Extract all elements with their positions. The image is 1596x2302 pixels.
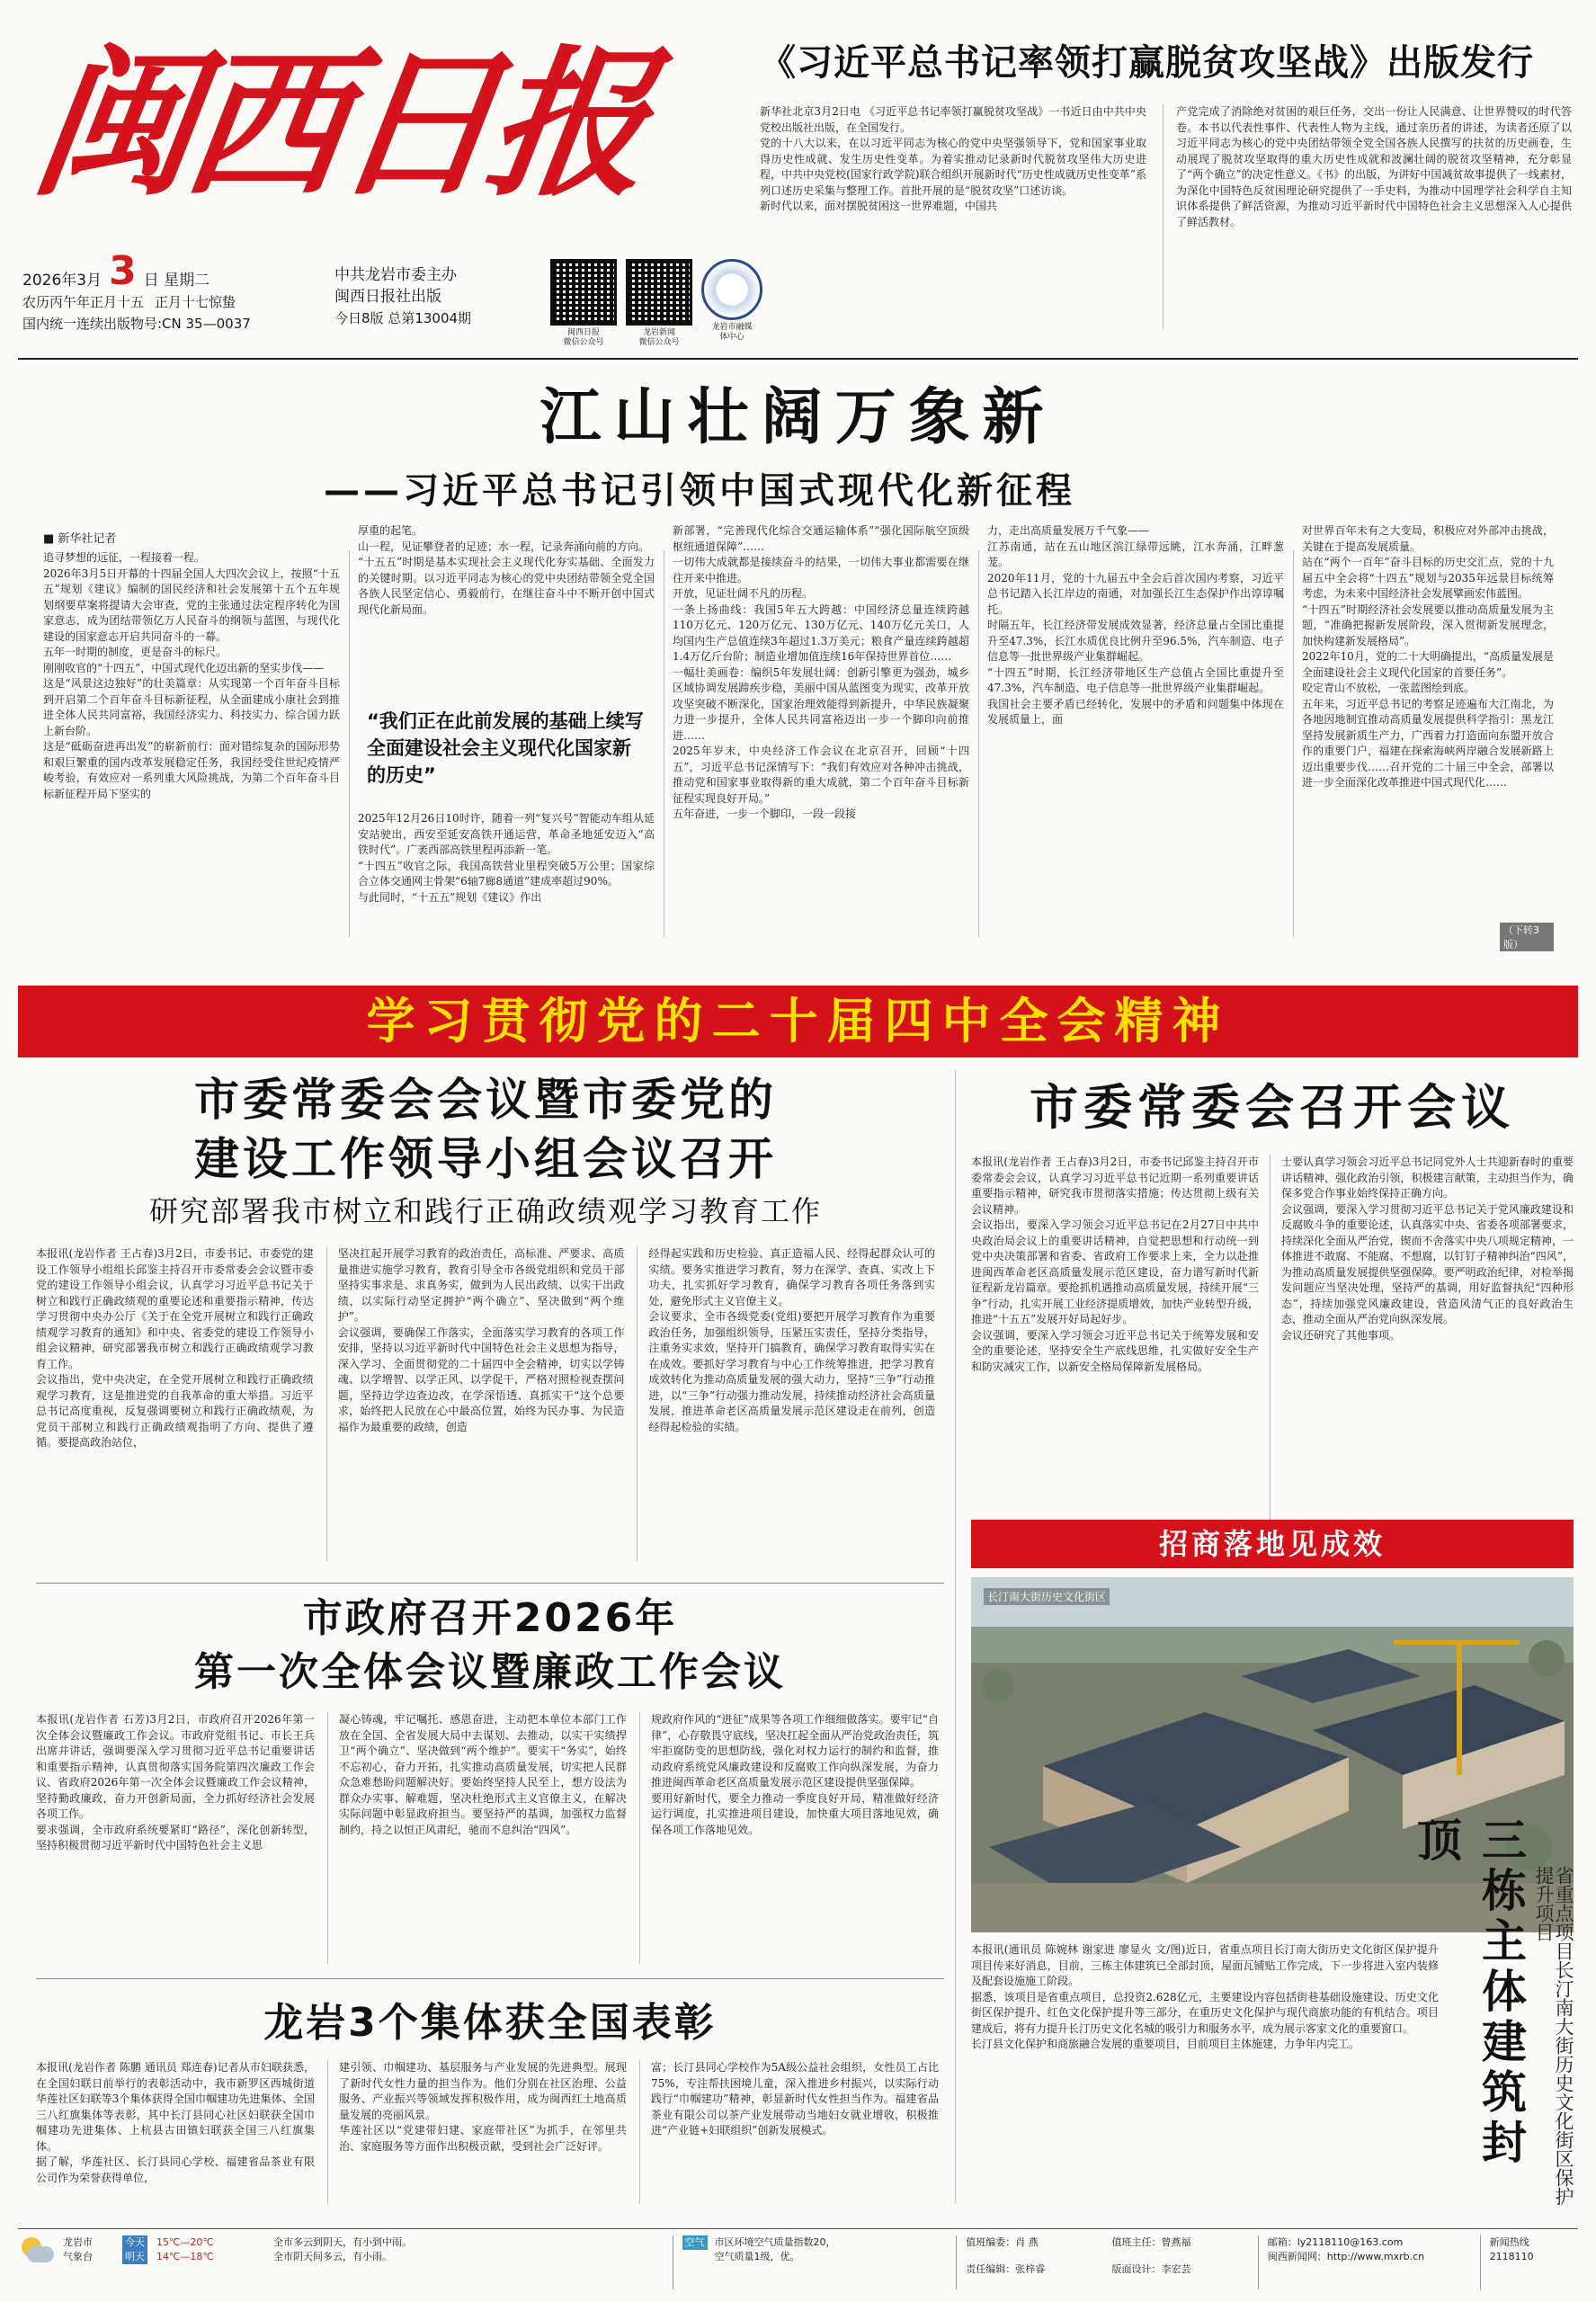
tomorrow-temp: 14℃—18℃ bbox=[156, 2251, 214, 2262]
newspaper-logo bbox=[18, 16, 654, 241]
solar-term: 正月十七惊蛰 bbox=[155, 294, 236, 310]
air-text2: 空气质量1级，优。 bbox=[714, 2251, 800, 2262]
today-temp: 15℃—20℃ bbox=[156, 2236, 214, 2248]
qr-block bbox=[550, 259, 793, 348]
lead-col2: 厚重的起笔。 山一程，见证攀登者的足迹；水一程，记录奔涌向前的方向。 “十五五”时期是基本实现社会主义现代化夯实基础、全面发力的关键时期。以习近平同志为核心的党中央团结带领全党全国各族人民坚定信心、勇毅前行，在继往奋斗中不断开创中国式现代化新局面。 bbox=[358, 524, 655, 616]
weekday: 日 星期二 bbox=[143, 272, 210, 290]
story-standing-committee bbox=[36, 1070, 935, 1583]
lead-quote: “我们正在此前发展的基础上续写全面建设社会主义现代化国家新的历史” bbox=[367, 710, 644, 786]
today-desc: 全市多云到阴天，有小到中雨。 bbox=[273, 2236, 412, 2248]
lead-title[interactable]: 江山壮阔万象新 bbox=[539, 382, 1057, 453]
feature-vertical-title[interactable]: 三栋主体建筑封顶 bbox=[1410, 1816, 1527, 2169]
story-left-col3: 经得起实践和历史检验、真正造福人民、经得起群众认可的实绩。要务实推进学习教育，努力在深学、查真、实改上下功夫，扎实抓好学习教育，确保学习教育各项任务落到实处，避免形式主义官僚主义。 会议要求，全市各级党委(党组)要把开展学习教育作为重要政治任务，加强组织领导，压紧压实责任，坚持分类指导，注重务实求效，坚持开门搞教育，确保学习教育取得实实在在成效。要抓好学习教育与中心工作统筹推进，把学习教育成效转化为推动高质量发展的强大动力，坚持“三争”行动推进，以“三争”行动强力推动发展，持续推动经济社会高质量发展，推进革命老区高质量发展示范区建设走在前列，创造经得起检验的实绩。 bbox=[637, 1246, 935, 1561]
cn-number: 国内统一连续出版物号:CN 35—0037 bbox=[22, 316, 251, 332]
story-gov-col2: 凝心铸魂，牢记嘱托、感恩奋进，主动把本单位本部门工作放在全国、全省发展大局中去谋划、去推动，以实干实绩捍卫“两个确立”、坚决做到“两个维护”。要实干“务实”，始终不忘初心，奋力开拓，扎实推动高质量发展，切实把人民群众急难愁盼问题解决好。要始终坚持人民至上，想方设法为群众办实事、解难题，坚决杜绝形式主义官僚主义，在解决实际问题中彰显政府担当。要坚持严的基调，加强权力监督制约，持之以恒正风肃纪，驰而不息纠治“四风”。 bbox=[327, 1712, 627, 1964]
story-award-title[interactable]: 龙岩3个集体获全国表彰 bbox=[263, 2000, 717, 2046]
logo-text: 闽西日报 bbox=[22, 30, 654, 218]
date-line: 2026年3月 bbox=[22, 272, 103, 290]
site-link[interactable]: 闽西新闻网：http://www.mxrb.cn bbox=[1267, 2251, 1425, 2262]
footer bbox=[18, 2235, 1578, 2289]
editor-1: 值班编委：肖 燕 bbox=[966, 2236, 1039, 2248]
publisher-line2: 闽西日报社出版 bbox=[334, 288, 441, 306]
section-banner: 学习贯彻党的二十届四中全会精神 bbox=[18, 986, 1578, 1057]
story-gov-col1: 本报讯(龙岩作者 石芳)3月2日，市政府召开2026年第一次全体会议暨廉政工作会议。市政府党组书记、市长王兵出席并讲话，强调要深入学习贯彻习近平总书记重要讲话和重要指示精神，认真贯彻落实国务院第四次廉政工作会议、省政府2026年第一次全体会议暨廉政工作会议精神，坚持勤政廉政，奋力开创新局面，全力抓好经济社会发展各项工作。 要求强调，全市政府系统要紧盯“路径”，深化创新转型，坚持积极贯彻习近平新时代中国特色社会主义思 bbox=[36, 1713, 315, 1851]
air-text1: 市区环境空气质量指数20， bbox=[714, 2236, 836, 2248]
qr-label: 龙岩市融媒 体中心 bbox=[711, 323, 753, 342]
qr-wechat[interactable] bbox=[550, 259, 617, 348]
story-award bbox=[36, 1992, 944, 2226]
editor-3: 责任编辑：张梓睿 bbox=[966, 2263, 1046, 2275]
story-award-col2: 建引领、巾帼建功、基层服务与产业发展的先进典型。展现了新时代女性力量的担当作为。他们分别在社区治理、公益服务、产业振兴等领域发挥积极作用，成为闽西红土地高质量发展的亮丽风景。 华莲社区以“党建带妇建、家庭带社区”为抓手，在邻里共治、家庭服务等方面作出积极贡献，受到社会广泛好评。 bbox=[327, 2060, 627, 2204]
lunar-date: 农历丙午年正月十五 bbox=[22, 294, 145, 310]
story-right-title[interactable]: 市委常委会召开会议 bbox=[1030, 1079, 1515, 1136]
media-seal-icon bbox=[701, 259, 762, 320]
story-left-title1[interactable]: 市委常委会会议暨市委党的 bbox=[194, 1074, 777, 1126]
feature-block bbox=[971, 1520, 1574, 2221]
lead-col4: 力，走出高质量发展万千气象—— 江苏南通，站在五山地区滨江绿带远眺，江水奔涌，江畔葱茏。 2020年11月，党的十九届五中全会后首次国内考察，习近平总书记踏入长江岸边的南通，对加强长江生态保护作出谆谆嘱托。 时隔五年，长江经济带发展成效显著，经济总量占全国比重提升至47.3%，长江水质优良比例升至96.5%，汽车制造、电子信息等一批世界级产业集群崛起。 “十四五”时期，长江经济带地区生产总值占全国比重提升至47.3%，汽车制造、电子信息等一批世界级产业集群崛起。 我国社会主要矛盾已经转化，发展中的矛盾和问题集中体现在发展质量上，面 bbox=[987, 524, 1284, 726]
footer-divider bbox=[18, 2228, 1578, 2229]
lead-col3: 新部署，“完善现代化综合交通运输体系”“强化国际航空顶级枢纽通道保障”…… 一切伟大成就都是接续奋斗的结果，一切伟大事业都需要在继往开来中推进。 开放，见证壮阔不凡的历程。 一条上扬曲线：我国5年五大跨越：中国经济总量连续跨越110万亿元、120万亿元、130万亿元、140万亿元关口，人均国内生产总值连续3年超过1.3万美元；粮食产量连续跨越超1.4万亿斤台阶；制造业增加值连续16年保持世界首位…… 一幅壮美画卷：编织5年发展壮阔：创新引擎更为强劲，城乡区域协调发展蹄疾步稳，美丽中国从蓝图变为现实，改革开放攻坚突破不断深化，国家治理效能得到新提升，中华民族凝聚力进一步提升，全体人民共同富裕迈出一步一个脚印向前推进…… 2025年岁末，中央经济工作会议在北京召开，回顾“十四五”，习近平总书记深情写下：“我们有效应对各种冲击挑战，推动党和国家事业取得新的重大成就，第二个百年奋斗目标新征程实现良好开局。” 五年奋进，一步一个脚印，一段一段接 bbox=[673, 524, 969, 820]
story-gov-title2[interactable]: 第一次全体会议暨廉政工作会议 bbox=[194, 1649, 786, 1695]
section-divider bbox=[36, 1978, 944, 1979]
air-label: 空气 bbox=[682, 2235, 708, 2250]
story-left-col2: 坚决扛起开展学习教育的政治责任，高标准、严要求、高质量推进实施学习教育，教育引导全市各级党组织和党员干部坚持实事求是、求真务实，做到为人民出政绩、以实干出政绩，以实际行动坚定拥护“两个确立”、坚决做到“两个维护”。 会议强调，要确保工作落实，全面落实学习教育的各项工作安排，坚持以习近平新时代中国特色社会主义思想为指导，深入学习、全面贯彻党的二十届四中全会精神，切实以学铸魂、以学增智、以学正风、以学促干，严格对照检视查摆问题，坚持边学边查边改，在学深悟透、真抓实干“这个总要求，始终把人民放在心中最高位置，始终为民办事、为民造福作为最重要的政绩，创造 bbox=[326, 1246, 625, 1561]
today-label: 今天 bbox=[122, 2235, 147, 2250]
feature-vertical-sub: 省重点项目长汀南大街历史文化街区保护提升项目 bbox=[1533, 1866, 1574, 2206]
feature-badge: 招商落地见成效 bbox=[971, 1520, 1574, 1568]
masthead-divider bbox=[18, 358, 1578, 360]
editor-4: 版面设计：李宏芸 bbox=[1111, 2263, 1191, 2275]
top-story bbox=[760, 36, 1578, 346]
top-story-col1: 新华社北京3月2日电 《习近平总书记率领打赢脱贫攻坚战》一书近日由中共中央党校出版社出版，在全国发行。 党的十八大以来，在以习近平同志为核心的党中央坚强领导下，党和国家事业取得历史性成就、发生历史性变革。为着实推动记录新时代脱贫攻坚伟大历史进程，中共中央党校(国家行政学院)联合组织开展新时代“历史性成就历史性变革”系列口述历史采集与整理工作。首批开展的是“脱贫攻坚”口述访谈。 新时代以来，面对摆脱贫困这一世界难题，中国共 bbox=[760, 105, 1146, 212]
feature-body: 本报讯(通讯员 陈婉林 谢家进 廖显火 文/图)近日，省重点项目长汀南大街历史文化街区保护提升项目传来好消息，目前，三栋主体建筑已全部封顶，屋面瓦铺贴工作完成，下一步将进入室内装修及配套设施施工阶段。 据悉，该项目是省重点项目，总投资2.628亿元，主要建设内容包括街巷基础设施建设、历史文化街区保护提升、红色文化保护提升等三部分，在重历史文化保护与现代商旅功能的有机结合。项目建成后，将有力提升长汀历史文化名城的吸引力和服务水平，成为展示客家文化的重要窗口。 长汀县文化保护和商旅融合发展的重要项目，目前项目主体施建，力争年内完工。 bbox=[971, 1943, 1439, 2050]
contact-block bbox=[1258, 2235, 1480, 2289]
qr-label: 龙岩新闻 微信公众号 bbox=[638, 328, 680, 347]
column-divider bbox=[955, 1070, 956, 2203]
editor-block bbox=[956, 2235, 1257, 2289]
qr-code-icon bbox=[550, 259, 617, 326]
lead-col1: 追寻梦想的远征，一程接着一程。 2026年3月5日开幕的十四届全国人大四次会议上，按照“十五五”规划《建议》编制的国民经济和社会发展第十五个五年规划纲要草案将提请大会审查，党的主张通过法定程序转化为国家意志，成为团结带领亿万人民奋斗的纲领与蓝图，与现代化建设的国家意志开启共同奋斗的一幕。 五年一时期的制度，更是奋斗的标尺。 刚刚收官的“十四五”，中国式现代化迈出新的坚实步伐—— 这是“风景这边独好”的壮美篇章：从实现第一个百年奋斗目标到开启第二个百年奋斗目标新征程，从全面建成小康社会到推进全体人民共同富裕，我国经济实力、科技实力、综合国力跃上新台阶。 这是“砥砺奋进再出发”的崭新前行：面对错综复杂的国际形势和艰巨繁重的国内改革发展稳定任务，我国经受住世纪疫情严峻考验，有效应对一系列重大风险挑战，为第二个百年奋斗目标新征程开局下坚实的 bbox=[43, 551, 340, 800]
story-right-col1: 本报讯(龙岩作者 王占春)3月2日，市委书记邱鉴主持召开市委常委会会议，认真学习习近平总书记近期一系列重要讲话重要指示精神，研究我市贯彻落实措施；传达贯彻上级有关会议精神。 会议指出，要深入学习领会习近平总书记在2月27日中共中央政治局会议上的重要讲话精神，自觉把思想和行动统一到党中央决策部署和省委、省政府工作要求上来，全力以赴推进闽西革命老区高质量发展示范区建设，奋力谱写新时代新征程新龙岩篇章。要抢抓机遇推动高质量发展，持续开展“三争”行动，扎实开展工业经济提质增效，加快产业转型升级，推进“十五五”发展开好局起好步。 会议强调，要深入学习领会习近平总书记关于统筹发展和安全的重要论述，坚持安全生产底线思维，扎实做好安全生产和防灾减灾工作，以新安全格局保障新发展格局。 bbox=[971, 1155, 1260, 1373]
hotline-block bbox=[1480, 2235, 1578, 2289]
qr-news[interactable] bbox=[626, 259, 692, 348]
qr-label: 闽西日报 微信公众号 bbox=[563, 328, 604, 347]
edition-line: 今日8版 总第13004期 bbox=[334, 310, 472, 326]
story-award-col1: 本报讯(龙岩作者 陈鹏 通讯员 郑连春)记者从市妇联获悉，在全国妇联日前举行的表彰活动中，我市新罗区西城街道华莲社区妇联等3个集体获得全国巾帼建功先进集体、全国三八红旗集体等表彰，其中长汀县同心社区妇联获全国巾帼建功先进集体、上杭县古田镇妇联获全国三八红旗集体。 据了解，华莲社区、长汀县同心学校、福建省品茶业有限公司作为荣誉获得单位， bbox=[36, 2061, 315, 2184]
hotline-number[interactable]: 2118110 bbox=[1489, 2251, 1534, 2262]
date-block bbox=[22, 248, 328, 360]
story-committee-meeting bbox=[971, 1070, 1574, 1520]
qr-media[interactable] bbox=[701, 259, 762, 348]
story-right-col2: 士要认真学习领会习近平总书记同党外人士共迎新春时的重要讲话精神，强化政治引领，积极建言献策，主动担当作为，确保多党合作事业始终保持正确方向。 会议强调，要深入学习贯彻习近平总书记关于党风廉政建设和反腐败斗争的重要论述，认真落实中央、省委各项部署要求，持续深化全面从严治党，锲而不舍落实中央八项规定精神，一体推进不敢腐、不能腐、不想腐，以钉钉子精神纠治“四风”，为推动高质量发展提供坚强保障。要严明政治纪律，对检举揭发问题应当坚决处理，坚持严的基调，用好监督执纪“四种形态”，持续加强党风廉政建设，营造风清气正的良好政治生态，推动全面从严治党向纵深发展。 会议还研究了其他事项。 bbox=[1270, 1155, 1574, 1550]
email-link[interactable]: 邮箱：ly2118110@163.com bbox=[1267, 2236, 1404, 2248]
photo-caption: 长汀南大街历史文化街区 bbox=[984, 1588, 1110, 1605]
weather-block bbox=[18, 2235, 673, 2289]
weather-city: 龙岩市 气象台 bbox=[63, 2236, 93, 2262]
weather-cloud-icon bbox=[18, 2235, 56, 2264]
story-left-col1: 本报讯(龙岩作者 王占春)3月2日，市委书记、市委党的建设工作领导小组组长邱鉴主持召开市委常委会会议暨市委党的建设工作领导小组会议，认真学习习近平总书记关于树立和践行正确政绩观的重要论述和重要指示精神，传达学习贯彻中央办公厅《关于在全党开展树立和践行正确政绩观学习教育的通知》和中央、省委党的建设工作领导小组会议精神，研究部署我市树立和践行正确政绩观学习教育工作。 会议指出，党中央决定，在全党开展树立和践行正确政绩观学习教育，这是推进党的自我革命的重大举措。习近平总书记高度重视，反复强调要树立和践行正确政绩观，为党员干部树立和践行正确政绩观指明了方向、提供了遵循。要提高政治站位， bbox=[36, 1247, 314, 1449]
story-gov-title1[interactable]: 市政府召开2026年 bbox=[302, 1595, 678, 1641]
lead-subtitle: ——习近平总书记引领中国式现代化新征程 bbox=[324, 470, 1075, 512]
tomorrow-label: 明天 bbox=[122, 2250, 147, 2264]
top-story-col2: 产党完成了消除绝对贫困的艰巨任务，交出一份让人民满意、让世界赞叹的时代答卷。本书以代表性事件、代表性人物为主线，通过亲历者的讲述，为读者还原了以习近平同志为核心的党中央团结带领全党全国各族人民撰写的扶贫的历史画卷，生动展现了脱贫攻坚取得的重大历史性成就和波澜壮阔的脱贫攻坚精神，充分彰显了“两个确立”的决定性意义。《书》的出版，为讲好中国减贫故事提供了一线素材，为深化中国特色反贫困理论研究提供了一手史料，为推动中国理学社会科学自主知识体系提供了鲜活资源，为推动习近平新时代中国特色社会主义思想深入人心提供了鲜活教材。 bbox=[1163, 104, 1572, 329]
lead-byline: ■ 新华社记者 bbox=[43, 532, 117, 546]
date-day: 3 bbox=[109, 248, 137, 294]
qr-code-icon bbox=[626, 259, 692, 326]
story-award-col3: 富；长汀县同心学校作为5A级公益社会组织，女性员工占比75%，专注帮扶困境儿童，深入推进乡村振兴，以实际行动践行“巾帼建功”精神，彰显新时代女性担当作为。福建省品茶业有限公司以茶产业发展带动当地妇女就业增收，积极推进“产业链+妇联组织”创新发展模式。 bbox=[639, 2060, 939, 2204]
story-left-title2[interactable]: 建设工作领导小组会议召开 bbox=[194, 1133, 777, 1185]
lead-col2b: 2025年12月26日10时许，随着一列“复兴号”智能动车组从延安站驶出，西安至延安高铁开通运营，革命圣地延安迈入“高铁时代”。广袤西部高铁里程再添新一笔。 “十四五”收官之际，我国高铁营业里程突破5万公里；国家综合立体交通网主骨架“6轴7廊8通道”建成率超过90%。 与此同时，“十五五”规划《建议》作出 bbox=[358, 812, 655, 904]
tomorrow-desc: 全市阴天间多云，有小雨。 bbox=[273, 2251, 392, 2262]
section-divider bbox=[36, 1583, 944, 1584]
story-gov-col3: 规政府作风的“进征”成果等各项工作细细做落实。要牢记“自律”，心存敬畏守底线，坚决扛起全面从严治党政治责任，筑牢拒腐防变的思想防线，强化对权力运行的制约和监督，推动政府系统党风廉政建设和反腐败工作向纵深发展，为奋力推进闽西革命老区高质量发展示范区建设提供坚强保障。 要用好新时代，要全力推动一季度良好开局，精准做好经济运行调度，扎实推进项目建设，加快重大项目落地见效，确保各项工作落地见效。 bbox=[639, 1712, 939, 1964]
hotline-label: 新闻热线 bbox=[1489, 2236, 1529, 2248]
publisher-line1: 中共龙岩市委主办 bbox=[334, 266, 457, 284]
publisher-block bbox=[334, 264, 550, 329]
continue-label[interactable]: （下转3版） bbox=[1500, 923, 1554, 951]
air-block bbox=[673, 2235, 957, 2289]
editor-2: 值班主任：曾燕福 bbox=[1111, 2236, 1191, 2248]
story-gov-meeting bbox=[36, 1592, 944, 1969]
top-story-title[interactable]: 《习近平总书记率领打赢脱贫攻坚战》出版发行 bbox=[760, 42, 1534, 84]
lead-col5: 对世界百年未有之大变局，积极应对外部冲击挑战，关键在于提高发展质量。 站在“两个一百年”奋斗目标的历史交汇点，党的十九届五中全会将“十四五”规划与2035年远景目标统筹考虑，为未来中国经济社会发展擘画宏伟蓝图。 “十四五”时期经济社会发展要以推动高质量发展为主题，“准确把握新发展阶段，深入贯彻新发展理念，加快构建新发展格局”。 2022年10月，党的二十大明确提出，“高质量发展是全面建设社会主义现代化国家的首要任务”。 咬定青山不放松，一张蓝图绘到底。 五年来，习近平总书记的考察足迹遍布大江南北，为各地因地制宜推动高质量发展提供科学指引：黑龙江坚持发展新质生产力，广西着力打造面向东盟开放合作的重要门户，福建在探索海峡两岸融合发展新路上迈出重要步伐……召开党的二十届三中全会，部署以进一步全面深化改革推进中国式现代化…… bbox=[1302, 524, 1554, 789]
story-left-subtitle: 研究部署我市树立和践行正确政绩观学习教育工作 bbox=[148, 1194, 822, 1228]
